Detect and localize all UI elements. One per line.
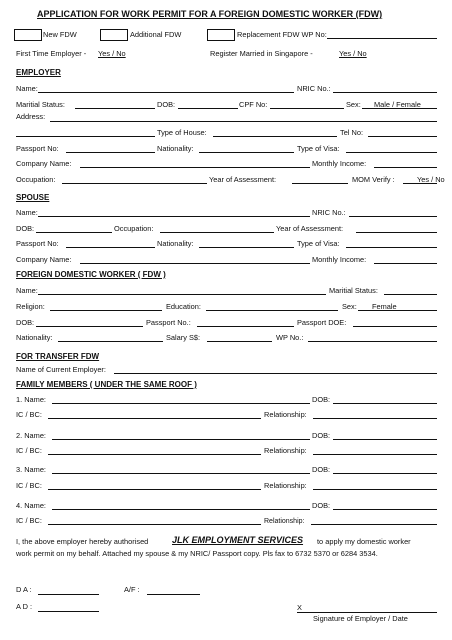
fdw-passport-doe-label: Passport DOE:: [297, 318, 347, 327]
fdw-wp-field[interactable]: [308, 341, 437, 342]
fdw-wp-label: WP No.:: [276, 333, 304, 342]
employer-company-field[interactable]: [80, 167, 310, 168]
declaration-part2: to apply my domestic worker: [317, 537, 411, 546]
spouse-name-field[interactable]: [38, 216, 310, 217]
family-1-ic-field[interactable]: [48, 418, 261, 419]
fdw-passport-label: Passport No.:: [146, 318, 191, 327]
spouse-passport-field[interactable]: [66, 247, 155, 248]
af-label: A/F :: [124, 585, 140, 594]
employer-company-label: Company Name:: [16, 159, 72, 168]
employer-nationality-label: Nationality:: [157, 144, 194, 153]
fdw-heading: FOREIGN DOMESTIC WORKER ( FDW ): [16, 270, 166, 279]
spouse-year-assessment-field[interactable]: [356, 232, 437, 233]
spouse-occupation-field[interactable]: [160, 232, 274, 233]
family-4-ic-label: IC / BC:: [16, 516, 42, 525]
spouse-visa-label: Type of Visa:: [297, 239, 340, 248]
fdw-name-label: Name:: [16, 286, 38, 295]
employer-sex-label: Sex:: [346, 100, 361, 109]
employer-heading: EMPLOYER: [16, 68, 61, 77]
additional-fdw-checkbox[interactable]: [100, 29, 128, 41]
transfer-heading: FOR TRANSFER FDW: [16, 352, 100, 361]
family-1-relationship-label: Relationship:: [264, 410, 307, 419]
employer-cpf-field[interactable]: [270, 108, 344, 109]
fdw-passport-doe-field[interactable]: [353, 326, 437, 327]
employer-passport-field[interactable]: [66, 152, 155, 153]
fdw-religion-field[interactable]: [50, 310, 162, 311]
current-employer-label: Name of Current Employer:: [16, 365, 106, 374]
fdw-salary-label: Salary S$:: [166, 333, 201, 342]
family-1-dob-field[interactable]: [333, 403, 437, 404]
employer-marital-label: Maritial Status:: [16, 100, 65, 109]
additional-fdw-label: Additional FDW: [130, 30, 182, 39]
fdw-dob-field[interactable]: [36, 326, 143, 327]
employer-year-assessment-field[interactable]: [292, 183, 348, 184]
da-field[interactable]: [38, 594, 99, 595]
fdw-salary-field[interactable]: [207, 341, 272, 342]
spouse-company-field[interactable]: [80, 263, 310, 264]
replacement-fdw-checkbox[interactable]: [207, 29, 235, 41]
fdw-education-field[interactable]: [206, 310, 338, 311]
fdw-education-label: Education:: [166, 302, 201, 311]
spouse-occupation-label: Occupation:: [114, 224, 154, 233]
employer-nric-field[interactable]: [333, 92, 437, 93]
employer-address-field-2[interactable]: [16, 136, 155, 137]
family-4-name-label: 4. Name:: [16, 501, 46, 510]
form-title: APPLICATION FOR WORK PERMIT FOR A FOREIGN DOMESTIC WORKER (FDW): [37, 9, 383, 19]
spouse-name-label: Name:: [16, 208, 38, 217]
employer-passport-label: Passport No:: [16, 144, 59, 153]
employer-sex-value[interactable]: Male / Female: [374, 100, 421, 109]
new-fdw-checkbox[interactable]: [14, 29, 42, 41]
spouse-dob-field[interactable]: [36, 232, 112, 233]
declaration-line2: work permit on my behalf. Attached my spouse & my NRIC/ Passport copy. Pls fax to 6732 5370 or 6284 3534.: [16, 549, 378, 558]
da-label: D A :: [16, 585, 32, 594]
family-2-dob-label: DOB:: [312, 431, 331, 440]
employer-house-type-label: Type of House:: [157, 128, 207, 137]
family-2-name-label: 2. Name:: [16, 431, 46, 440]
spouse-dob-label: DOB:: [16, 224, 35, 233]
spouse-year-assessment-label: Year of Assessment:: [276, 224, 344, 233]
replacement-fdw-label: Replacement FDW WP No:: [237, 30, 327, 39]
family-3-relationship-label: Relationship:: [264, 481, 307, 490]
family-2-relationship-label: Relationship:: [264, 446, 307, 455]
employer-tel-label: Tel No:: [340, 128, 364, 137]
family-2-relationship-field[interactable]: [313, 454, 437, 455]
employer-income-field[interactable]: [374, 167, 437, 168]
employer-marital-field[interactable]: [75, 108, 155, 109]
employer-cpf-label: CPF No:: [239, 100, 268, 109]
declaration-part1: I, the above employer hereby authorised: [16, 537, 149, 546]
family-3-name-label: 3. Name:: [16, 465, 46, 474]
family-3-ic-label: IC / BC:: [16, 481, 42, 490]
fdw-passport-field[interactable]: [197, 326, 294, 327]
family-1-relationship-field[interactable]: [313, 418, 437, 419]
family-3-dob-field[interactable]: [333, 473, 437, 474]
employer-visa-label: Type of Visa:: [297, 144, 340, 153]
family-1-name-field[interactable]: [52, 403, 310, 404]
signature-x-mark: X: [297, 603, 302, 612]
family-4-name-field[interactable]: [52, 509, 310, 510]
spouse-nationality-field[interactable]: [199, 247, 294, 248]
signature-field[interactable]: [297, 612, 437, 613]
first-time-employer-label: First Time Employer -: [16, 49, 87, 58]
family-2-name-field[interactable]: [52, 439, 310, 440]
family-2-ic-field[interactable]: [48, 454, 261, 455]
spouse-income-label: Monthly Income:: [312, 255, 367, 264]
first-time-employer-value[interactable]: Yes / No: [98, 49, 126, 58]
family-4-ic-field[interactable]: [48, 524, 261, 525]
signature-caption: Signature of Employer / Date: [313, 614, 408, 623]
ad-field[interactable]: [38, 611, 99, 612]
family-4-dob-label: DOB:: [312, 501, 331, 510]
employer-nric-label: NRIC No.:: [297, 84, 331, 93]
family-3-dob-label: DOB:: [312, 465, 331, 474]
employer-income-label: Monthly Income:: [312, 159, 367, 168]
family-heading: FAMILY MEMBERS ( UNDER THE SAME ROOF ): [16, 380, 197, 389]
fdw-sex-label: Sex:: [342, 302, 357, 311]
employer-tel-field[interactable]: [368, 136, 437, 137]
employer-name-label: Name:: [16, 84, 38, 93]
register-married-label: Register Married in Singapore -: [210, 49, 313, 58]
family-3-name-field[interactable]: [52, 473, 310, 474]
employer-visa-field[interactable]: [346, 152, 437, 153]
spouse-passport-label: Passport No:: [16, 239, 59, 248]
family-4-relationship-field[interactable]: [311, 524, 437, 525]
family-3-ic-field[interactable]: [48, 489, 261, 490]
fdw-religion-label: Religion:: [16, 302, 45, 311]
spouse-visa-field[interactable]: [346, 247, 437, 248]
spouse-income-field[interactable]: [374, 263, 437, 264]
new-fdw-label: New FDW: [43, 30, 77, 39]
spouse-nric-field[interactable]: [349, 216, 437, 217]
employer-nationality-field[interactable]: [199, 152, 294, 153]
family-1-dob-label: DOB:: [312, 395, 331, 404]
family-2-ic-label: IC / BC:: [16, 446, 42, 455]
fdw-marital-label: Maritial Status:: [329, 286, 378, 295]
register-married-value[interactable]: Yes / No: [339, 49, 367, 58]
family-4-relationship-label: Relationship:: [264, 518, 305, 525]
fdw-dob-label: DOB:: [16, 318, 35, 327]
employer-dob-label: DOB:: [157, 100, 176, 109]
af-field[interactable]: [147, 594, 200, 595]
spouse-nationality-label: Nationality:: [157, 239, 194, 248]
fdw-name-field[interactable]: [38, 294, 326, 295]
spouse-company-label: Company Name:: [16, 255, 72, 264]
spouse-heading: SPOUSE: [16, 193, 50, 202]
current-employer-field[interactable]: [114, 373, 437, 374]
ad-label: A D :: [16, 602, 33, 611]
employer-mom-verify-label: MOM Verify :: [352, 175, 395, 184]
fdw-nationality-label: Nationality:: [16, 333, 53, 342]
employer-mom-verify-value[interactable]: Yes / No: [417, 175, 445, 184]
fdw-sex-value[interactable]: Female: [372, 302, 397, 311]
employer-address-label: Address:: [16, 112, 46, 121]
agency-name: JLK EMPLOYMENT SERVICES: [172, 535, 304, 545]
replacement-wp-field[interactable]: [327, 38, 437, 39]
employer-dob-field[interactable]: [178, 108, 238, 109]
employer-address-field-1[interactable]: [50, 121, 437, 122]
family-4-dob-field[interactable]: [333, 509, 437, 510]
employer-year-assessment-label: Year of Assessment:: [209, 175, 277, 184]
family-2-dob-field[interactable]: [333, 439, 437, 440]
employer-name-field[interactable]: [38, 92, 294, 93]
employer-house-type-field[interactable]: [213, 136, 337, 137]
employer-occupation-field[interactable]: [62, 183, 207, 184]
family-1-name-label: 1. Name:: [16, 395, 46, 404]
employer-occupation-label: Occupation:: [16, 175, 56, 184]
family-3-relationship-field[interactable]: [313, 489, 437, 490]
fdw-marital-field[interactable]: [384, 294, 437, 295]
family-1-ic-label: IC / BC:: [16, 410, 42, 419]
fdw-sex-field[interactable]: [358, 310, 437, 311]
fdw-nationality-field[interactable]: [58, 341, 163, 342]
spouse-nric-label: NRIC No.:: [312, 208, 346, 217]
